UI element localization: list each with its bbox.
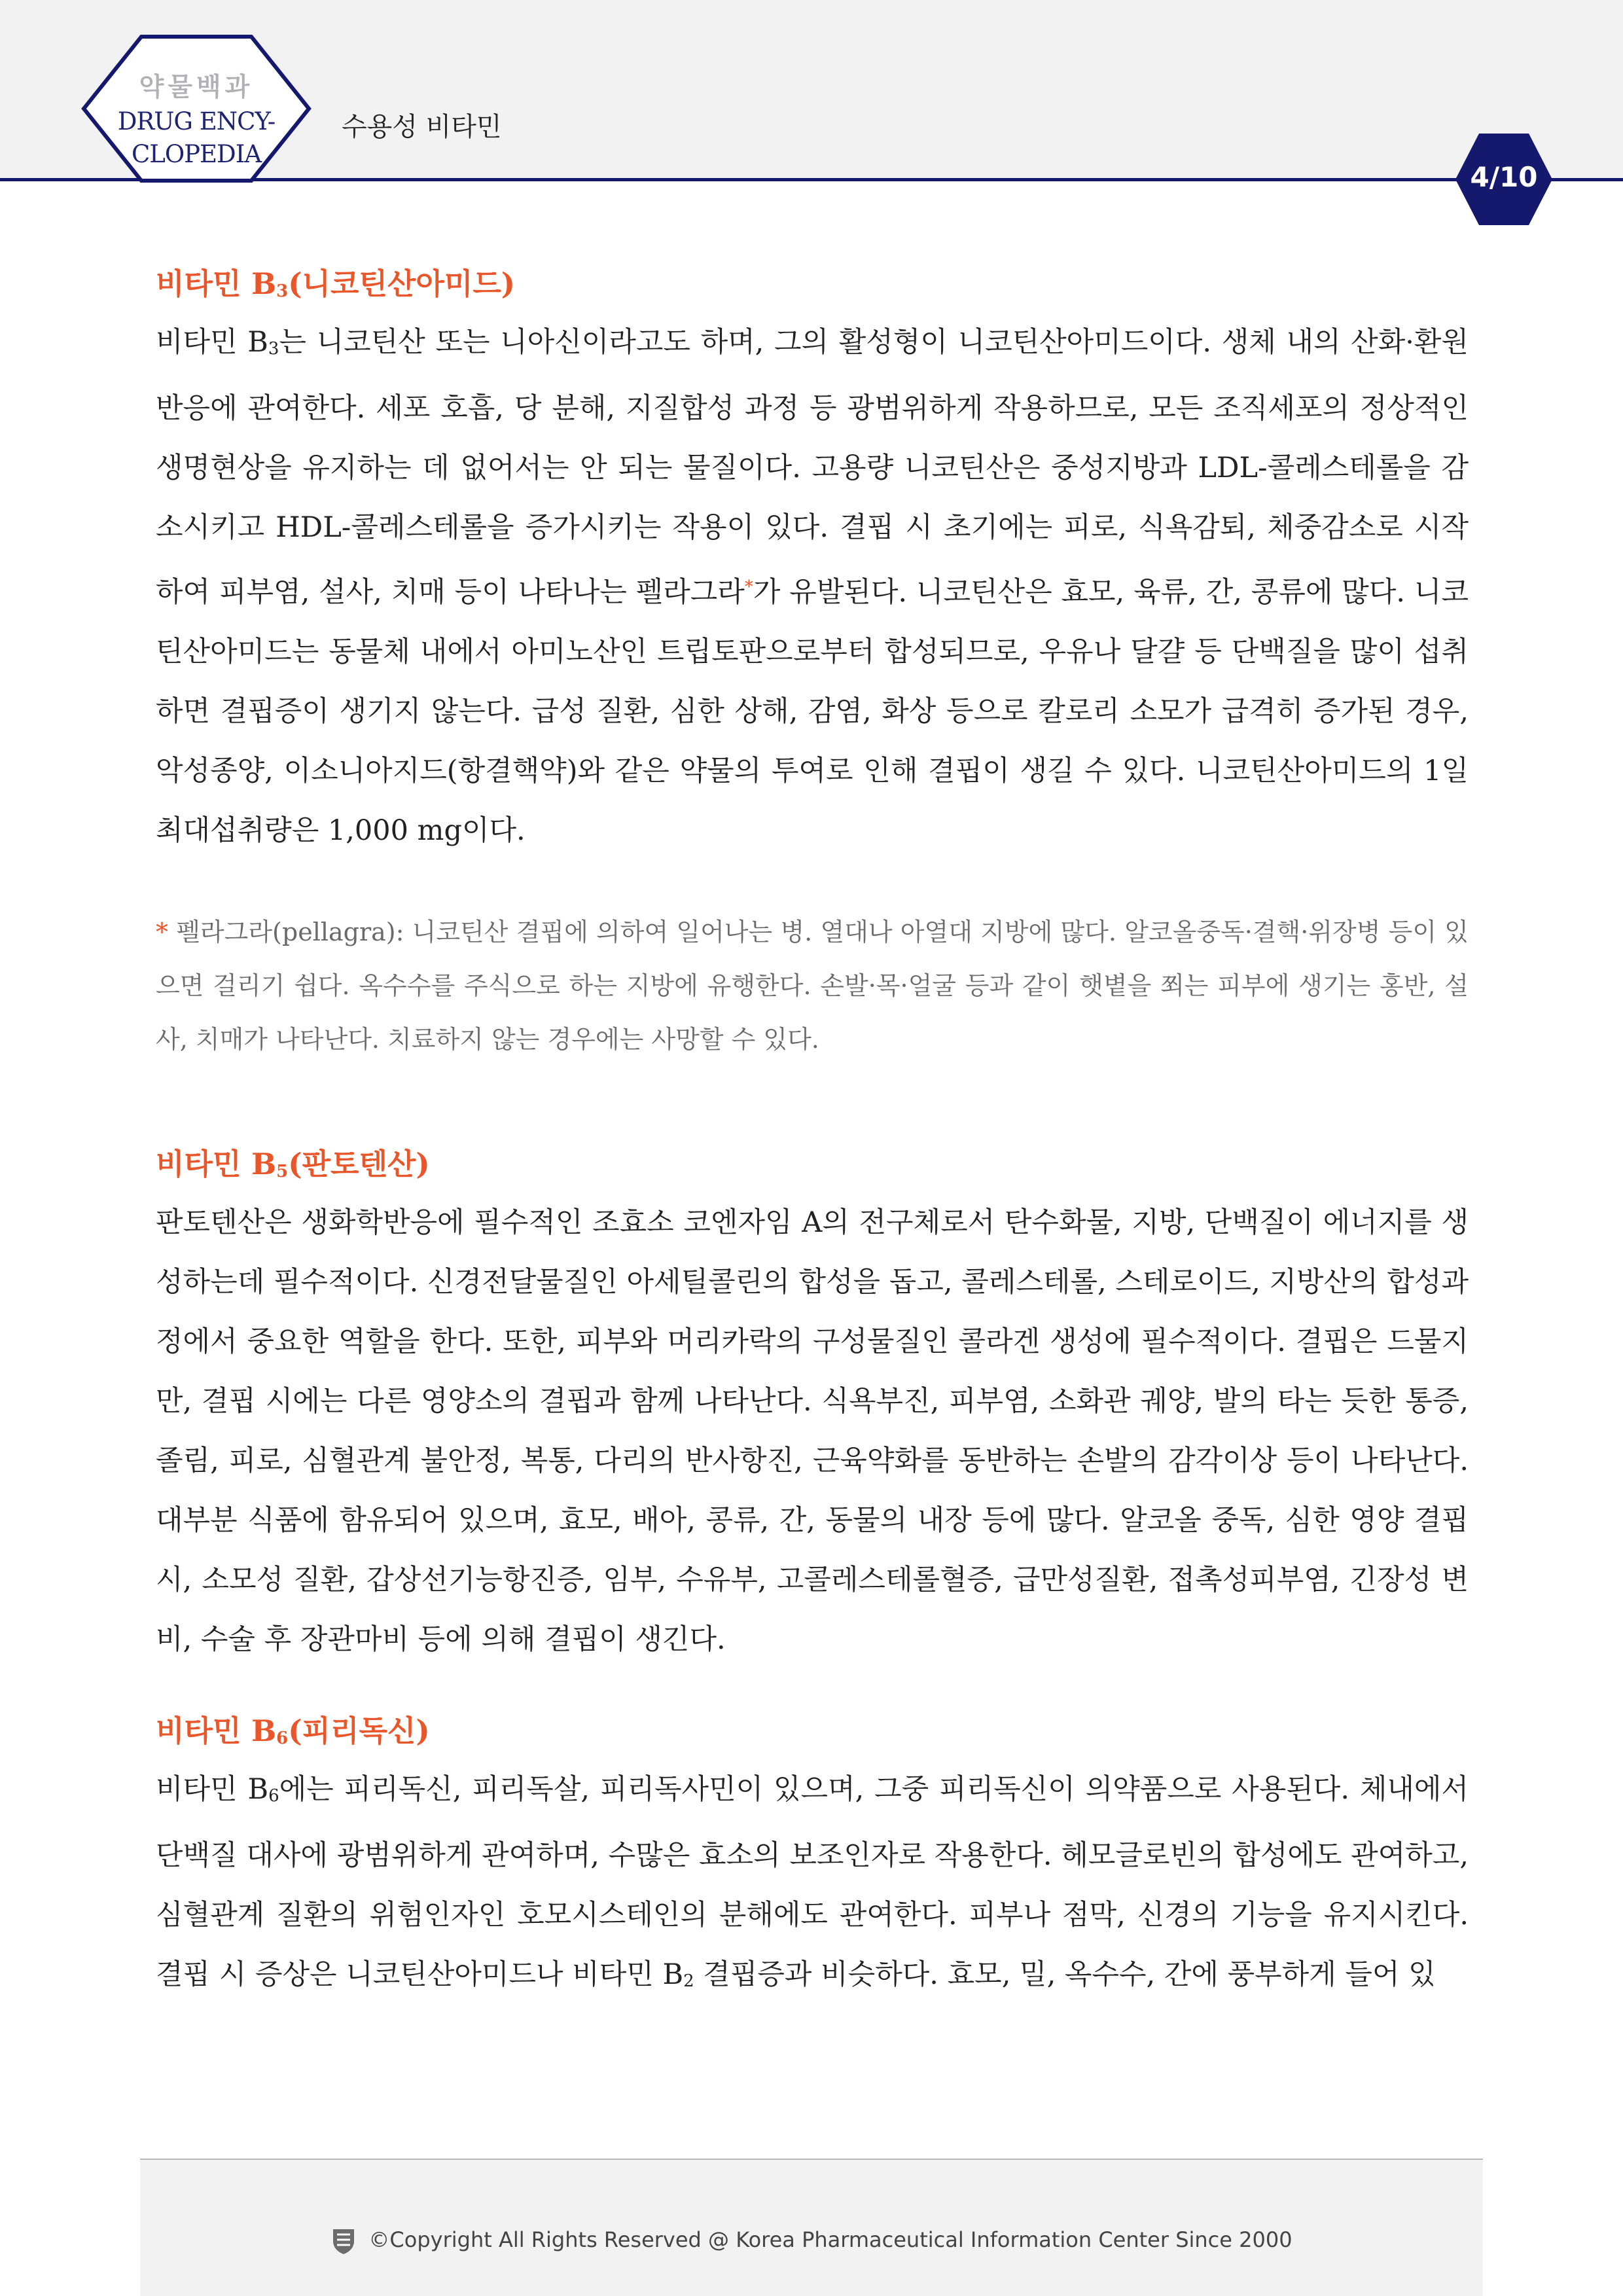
page-number-badge bbox=[1453, 131, 1555, 228]
section-body-vitamin-b6: 비타민 $B_6$에는 피리독신, 피리독살, 피리독사민이 있으며, 그중 피리독신이 의약품으로 사용된다. 체내에서 단백질 대사에 광범위하게 관여하며, 수많은 효소의 보조인자로 작용한다. 헤모글로빈의 합성에도 관여하고, 심혈관계 질환의 위험인자인 호모시스테인의 분해에도 관여한다. 피부나 점막, 신경의 기능을 유지시킨다. 결핍 시 증상은 니코틴산아미드나 비타민 $B_2$ 결핍증과 비슷하다. 효모, 밀, 옥수수, 간에 풍부하게 들어 있 bbox=[156, 1773, 1469, 1991]
main-content bbox=[156, 255, 1469, 2011]
section-title-vitamin-b6: 비타민 $B_6$(피리독신) bbox=[156, 1713, 430, 1748]
logo-english-line-1: DRUG ENCY- bbox=[117, 107, 276, 135]
logo-english-line-2: CLOPEDIA bbox=[131, 140, 262, 168]
section-body-vitamin-b3: 비타민 $B_3$는 니코틴산 또는 니아신이라고도 하며, 그의 활성형이 니코틴산아미드이다. 생체 내의 산화·환원 반응에 관여한다. 세포 호흡, 당 분해, 지질합성 과정 등 광범위하게 작용하므로, 모든 조직세포의 정상적인 생명현상을 유지하는 데 없어서는 안 되는 물질이다. 고용량 니코틴산은 중성지방과 LDL-콜레스테롤을 감소시키고 HDL-콜레스테롤을 증가시키는 작용이 있다. 결핍 시 초기에는 피로, 식욕감퇴, 체중감소로 시작하여 피부염, 설사, 치매 등이 나타나는 펠라그라*가 유발된다. 니코틴산은 효모, 육류, 간, 콩류에 많다. 니코틴산아미드는 동물체 내에서 아미노산인 트립토판으로부터 합성되므로, 우유나 달걀 등 단백질을 많이 섭취하면 결핍증이 생기지 않는다. 급성 질환, 심한 상해, 감염, 화상 등으로 칼로리 소모가 급격히 증가된 경우, 악성종양, 이소니아지드(항결핵약)와 같은 약물의 투여로 인해 결핍이 생길 수 있다. 니코틴산아미드의 1일 최대섭취량은 1,000 mg이다. bbox=[156, 326, 1469, 847]
document-title: 수용성 비타민 bbox=[342, 112, 502, 142]
drug-encyclopedia-logo[interactable] bbox=[81, 34, 312, 183]
footnote-marker[interactable]: * bbox=[744, 577, 753, 597]
section-title-vitamin-b5: 비타민 $B_5$(판토텐산) bbox=[156, 1147, 430, 1181]
kpic-shield-icon bbox=[330, 2227, 357, 2255]
copyright-line bbox=[140, 2227, 1483, 2255]
section-title-vitamin-b3: 비타민 $B_3$(니코틴산아미드) bbox=[156, 266, 516, 301]
footnote-pellagra: * 펠라그라(pellagra): 니코틴산 결핍에 의하여 일어나는 병. 열대나 아열대 지방에 많다. 알코올중독·결핵·위장병 등이 있으면 걸리기 쉽다. 옥수수를 주식으로 하는 지방에 유행한다. 손발·목·얼굴 등과 같이 햇볕을 쬐는 피부에 생기는 홍반, 설사, 치매가 나타난다. 치료하지 않는 경우에는 사망할 수 있다. bbox=[156, 918, 1469, 1054]
section-body-vitamin-b5: 판토텐산은 생화학반응에 필수적인 조효소 코엔자임 A의 전구체로서 탄수화물, 지방, 단백질이 에너지를 생성하는데 필수적이다. 신경전달물질인 아세틸콜린의 합성을 돕고, 콜레스테롤, 스테로이드, 지방산의 합성과정에서 중요한 역할을 한다. 또한, 피부와 머리카락의 구성물질인 콜라겐 생성에 필수적이다. 결핍은 드물지만, 결핍 시에는 다른 영양소의 결핍과 함께 나타난다. 식욕부진, 피부염, 소화관 궤양, 발의 타는 듯한 통증, 졸림, 피로, 심혈관계 불안정, 복통, 다리의 반사항진, 근육약화를 동반하는 손발의 감각이상 등이 나타난다. 대부분 식품에 함유되어 있으며, 효모, 배아, 콩류, 간, 동물의 내장 등에 많다. 알코올 중독, 심한 영양 결핍 시, 소모성 질환, 갑상선기능항진증, 임부, 수유부, 고콜레스테롤혈증, 급만성질환, 접촉성피부염, 긴장성 변비, 수술 후 장관마비 등에 의해 결핍이 생긴다. bbox=[156, 1206, 1469, 1656]
logo-korean-text: 약물백과 bbox=[139, 72, 254, 102]
footnote-star: * bbox=[156, 918, 168, 946]
page-number: 4/10 bbox=[1470, 161, 1538, 193]
page-footer bbox=[140, 2160, 1483, 2296]
copyright-text: ©Copyright All Rights Reserved @ Korea Pharmaceutical Information Center Since 2000 bbox=[368, 2227, 1293, 2252]
